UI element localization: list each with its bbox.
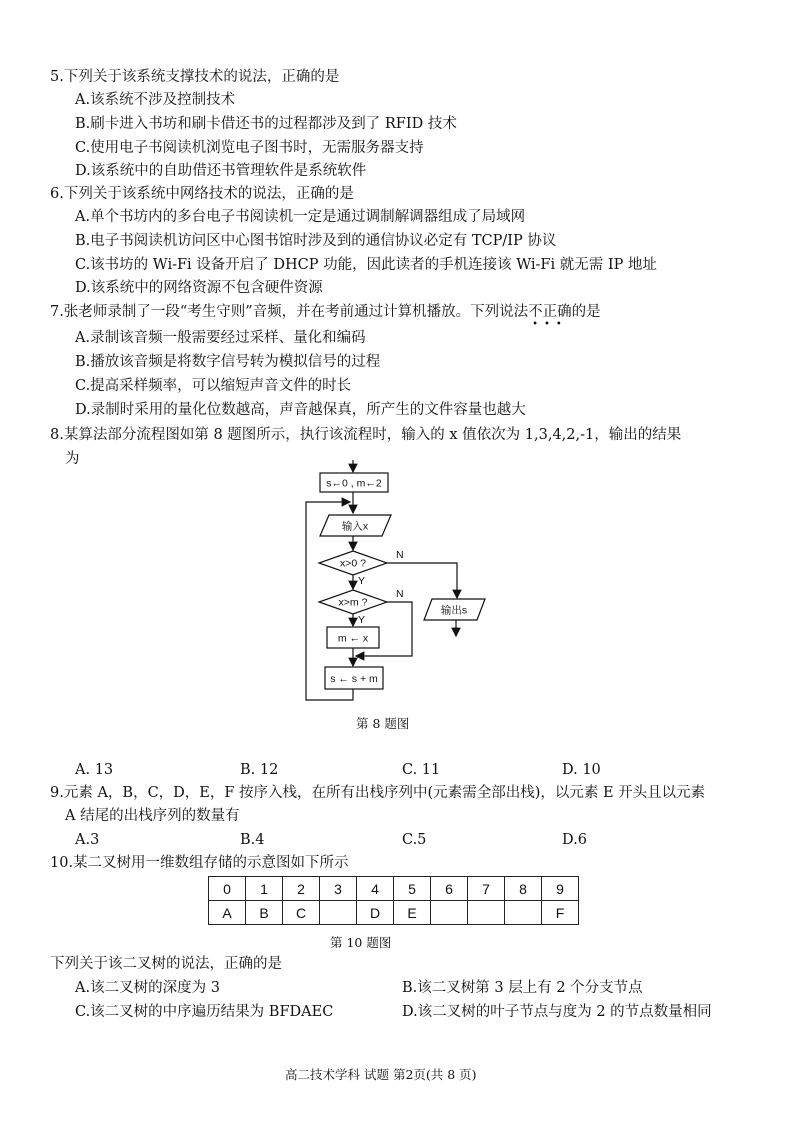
q9-option-b: B.4	[240, 832, 265, 848]
cond1-no-label: N	[396, 549, 404, 561]
cond1-text: x>0 ?	[340, 557, 366, 570]
output-text: 输出s	[440, 604, 468, 617]
q8-option-d: D. 10	[562, 762, 601, 778]
array-index-8: 8	[505, 877, 542, 901]
array-value-1: B	[246, 901, 283, 925]
array-table	[208, 876, 579, 925]
page-footer: 高二技术学科 试题 第2页(共 8 页)	[285, 1067, 477, 1082]
assign-s-text: s ← s + m	[330, 673, 378, 685]
q9-option-d: D.6	[562, 832, 587, 848]
array-index-3: 3	[320, 877, 357, 901]
cond2-no-label: N	[396, 588, 404, 600]
q8-stem-line1: 8.某算法部分流程图如第 8 题图所示，执行该流程时，输入的 x 值依次为 1,3,4,2,-1，输出的结果	[50, 427, 682, 443]
q5-option-a: A.该系统不涉及控制技术	[75, 92, 236, 108]
q7-option-a: A.录制该音频一般需要经过采样、量化和编码	[75, 330, 366, 346]
q9-option-a: A.3	[75, 832, 100, 848]
q8-option-c: C. 11	[402, 762, 441, 778]
q6-option-c: C.该书坊的 Wi-Fi 设备开启了 DHCP 功能，因此读者的手机连接该 Wi-Fi 就无需 IP 地址	[75, 257, 657, 273]
array-value-7	[468, 901, 505, 925]
assign-m-text: m ← x	[337, 632, 369, 645]
q10-option-d: D.该二叉树的叶子节点与度为 2 的节点数量相同	[402, 1004, 712, 1020]
array-value-3	[320, 901, 357, 925]
q7-stem-post: 的是	[571, 304, 601, 320]
q10-option-b: B.该二叉树第 3 层上有 2 个分支节点	[402, 980, 643, 996]
array-value-0: A	[209, 901, 246, 925]
array-value-9: F	[542, 901, 579, 925]
q10-question: 下列关于该二叉树的说法，正确的是	[50, 956, 282, 972]
q6-option-d: D.该系统中的网络资源不包含硬件资源	[75, 280, 323, 296]
array-value-4: D	[357, 901, 394, 925]
q9-option-c: C.5	[402, 832, 427, 848]
q7-emphasis-text: 不正确	[528, 304, 572, 320]
q5-stem: 5.下列关于该系统支撑技术的说法，正确的是	[50, 69, 340, 85]
emphasis-dots: •••	[532, 319, 568, 330]
array-value-8	[505, 901, 542, 925]
init-text: s←0 , m←2	[326, 477, 382, 490]
q6-option-b: B.电子书阅读机访问区中心图书馆时涉及到的通信协议必定有 TCP/IP 协议	[75, 233, 557, 249]
q7-option-b: B.播放该音频是将数字信号转为模拟信号的过程	[75, 354, 381, 370]
q5-option-d: D.该系统中的自助借还书管理软件是系统软件	[75, 163, 367, 179]
array-value-2: C	[283, 901, 320, 925]
q10-caption: 第 10 题图	[330, 935, 392, 950]
q9-stem-line2: A 结尾的出栈序列的数量有	[65, 808, 240, 824]
array-index-row	[209, 877, 579, 901]
array-index-4: 4	[357, 877, 394, 901]
q8-option-b: B. 12	[240, 762, 279, 778]
q6-stem: 6.下列关于该系统中网络技术的说法，正确的是	[50, 186, 354, 202]
q6-option-a: A.单个书坊内的多台电子书阅读机一定是通过调制解调器组成了局域网	[75, 209, 526, 225]
cond2-text: x>m ?	[338, 596, 368, 609]
q8-option-a: A. 13	[75, 762, 114, 778]
q10-option-c: C.该二叉树的中序遍历结果为 BFDAEC	[75, 1004, 334, 1020]
q10-stem: 10.某二叉树用一维数组存储的示意图如下所示	[50, 855, 349, 871]
q5-option-b: B.刷卡进入书坊和刷卡借还书的过程都涉及到了 RFID 技术	[75, 116, 457, 132]
cond2-yes-label: Y	[358, 614, 366, 626]
input-text: 输入x	[341, 520, 369, 533]
q7-option-c: C.提高采样频率，可以缩短声音文件的时长	[75, 378, 352, 394]
array-value-row	[209, 901, 579, 925]
q10-option-a: A.该二叉树的深度为 3	[75, 980, 220, 996]
q5-option-c: C.使用电子书阅读机浏览电子图书时，无需服务器支持	[75, 140, 424, 156]
array-value-5: E	[394, 901, 431, 925]
q7-option-d: D.录制时采用的量化位数越高，声音越保真，所产生的文件容量也越大	[75, 402, 526, 418]
array-index-7: 7	[468, 877, 505, 901]
q7-stem-pre: 7.张老师录制了一段“考生守则”音频，并在考前通过计算机播放。下列说法	[50, 304, 529, 320]
array-index-9: 9	[542, 877, 579, 901]
array-index-2: 2	[283, 877, 320, 901]
cond1-yes-label: Y	[358, 575, 366, 587]
array-index-1: 1	[246, 877, 283, 901]
array-index-5: 5	[394, 877, 431, 901]
array-value-6	[431, 901, 468, 925]
q9-stem-line1: 9.元素 A，B，C，D，E，F 按序入栈，在所有出栈序列中(元素需全部出栈)，以元素 E 开头且以元素	[50, 785, 706, 801]
q8-caption: 第 8 题图	[356, 716, 410, 731]
q8-stem-line2: 为	[65, 451, 80, 467]
array-index-0: 0	[209, 877, 246, 901]
array-index-6: 6	[431, 877, 468, 901]
